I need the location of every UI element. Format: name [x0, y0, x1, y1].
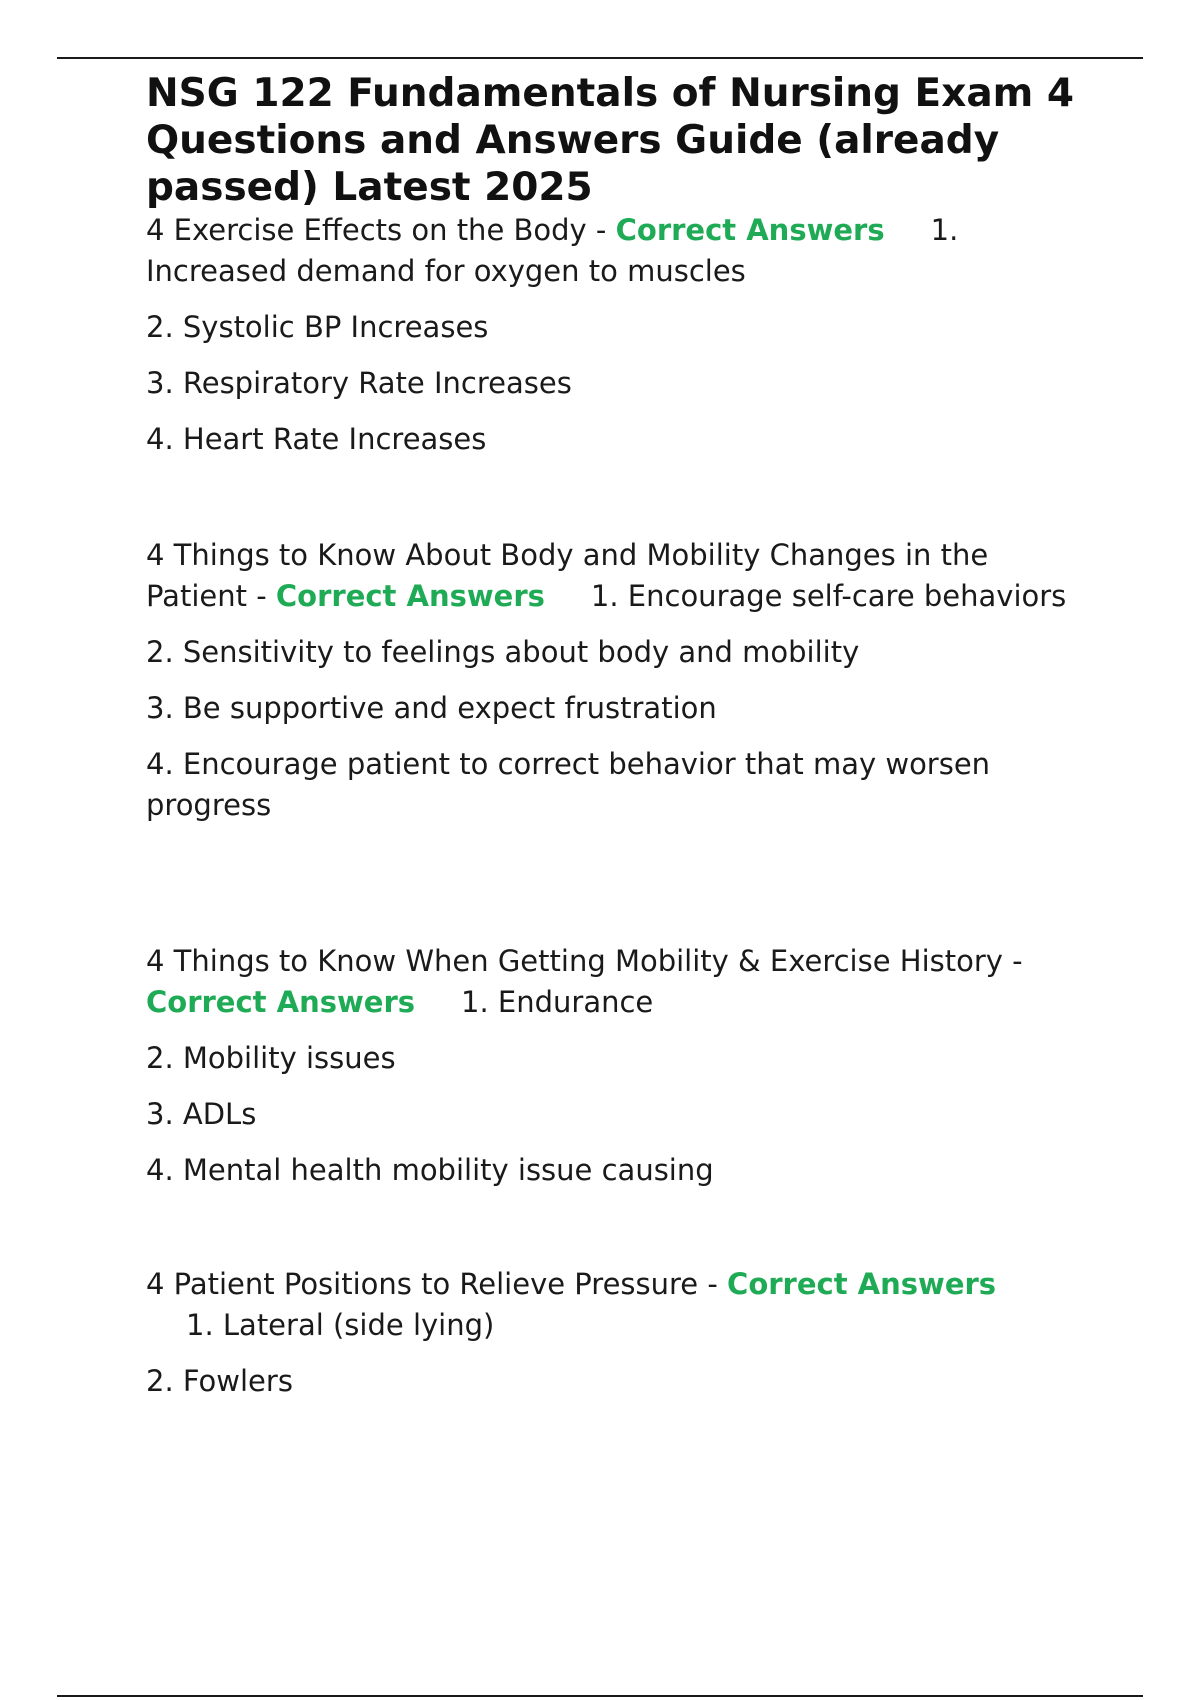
correct-answers-label: Correct Answers — [615, 213, 885, 247]
answer-item: 2. Sensitivity to feelings about body and mobility — [146, 635, 860, 669]
qa-block-exercise-effects — [146, 210, 1076, 475]
correct-answers-label: Correct Answers — [146, 985, 416, 1019]
question-line — [146, 941, 1076, 1023]
qa-block-patient-positions — [146, 1264, 1076, 1417]
qa-block-body-mobility-changes — [146, 535, 1076, 841]
correct-answers-label: Correct Answers — [275, 579, 545, 613]
answer-item: 1. Lateral (side lying) — [186, 1308, 495, 1342]
document-title: NSG 122 Fundamentals of Nursing Exam 4 Questions and Answers Guide (already passed) Latest 2025 — [146, 71, 1075, 210]
answer-item: 1. Encourage self-care behaviors — [590, 579, 1067, 613]
answer-item: 3. Be supportive and expect frustration — [146, 691, 717, 725]
answer-item: 4. Heart Rate Increases — [146, 422, 487, 456]
answer-item: 3. Respiratory Rate Increases — [146, 366, 572, 400]
question-text: 4 Patient Positions to Relieve Pressure - — [146, 1267, 728, 1301]
question-text: 4 Things to Know When Getting Mobility & Exercise History - — [146, 944, 1023, 978]
answer-item: 1. Endurance — [461, 985, 654, 1019]
answer-item: 4. Encourage patient to correct behavior that may worsen progress — [146, 747, 991, 822]
answer-item: 1. Increased demand for oxygen to muscles — [146, 213, 959, 288]
answer-item: 3. ADLs — [146, 1097, 257, 1131]
question-line — [146, 535, 1076, 617]
correct-answers-label: Correct Answers — [727, 1267, 997, 1301]
question-text: 4 Exercise Effects on the Body - — [146, 213, 616, 247]
qa-block-mobility-history — [146, 941, 1076, 1206]
answer-item: 2. Systolic BP Increases — [146, 310, 489, 344]
answer-item: 4. Mental health mobility issue causing — [146, 1153, 714, 1187]
question-line — [146, 210, 1076, 292]
top-rule — [57, 57, 1143, 59]
question-line — [146, 1264, 1076, 1346]
answer-item: 2. Mobility issues — [146, 1041, 396, 1075]
bottom-rule — [57, 1695, 1143, 1697]
answer-item: 2. Fowlers — [146, 1364, 293, 1398]
question-text: 4 Things to Know About Body and Mobility Changes in the Patient - — [146, 538, 989, 613]
